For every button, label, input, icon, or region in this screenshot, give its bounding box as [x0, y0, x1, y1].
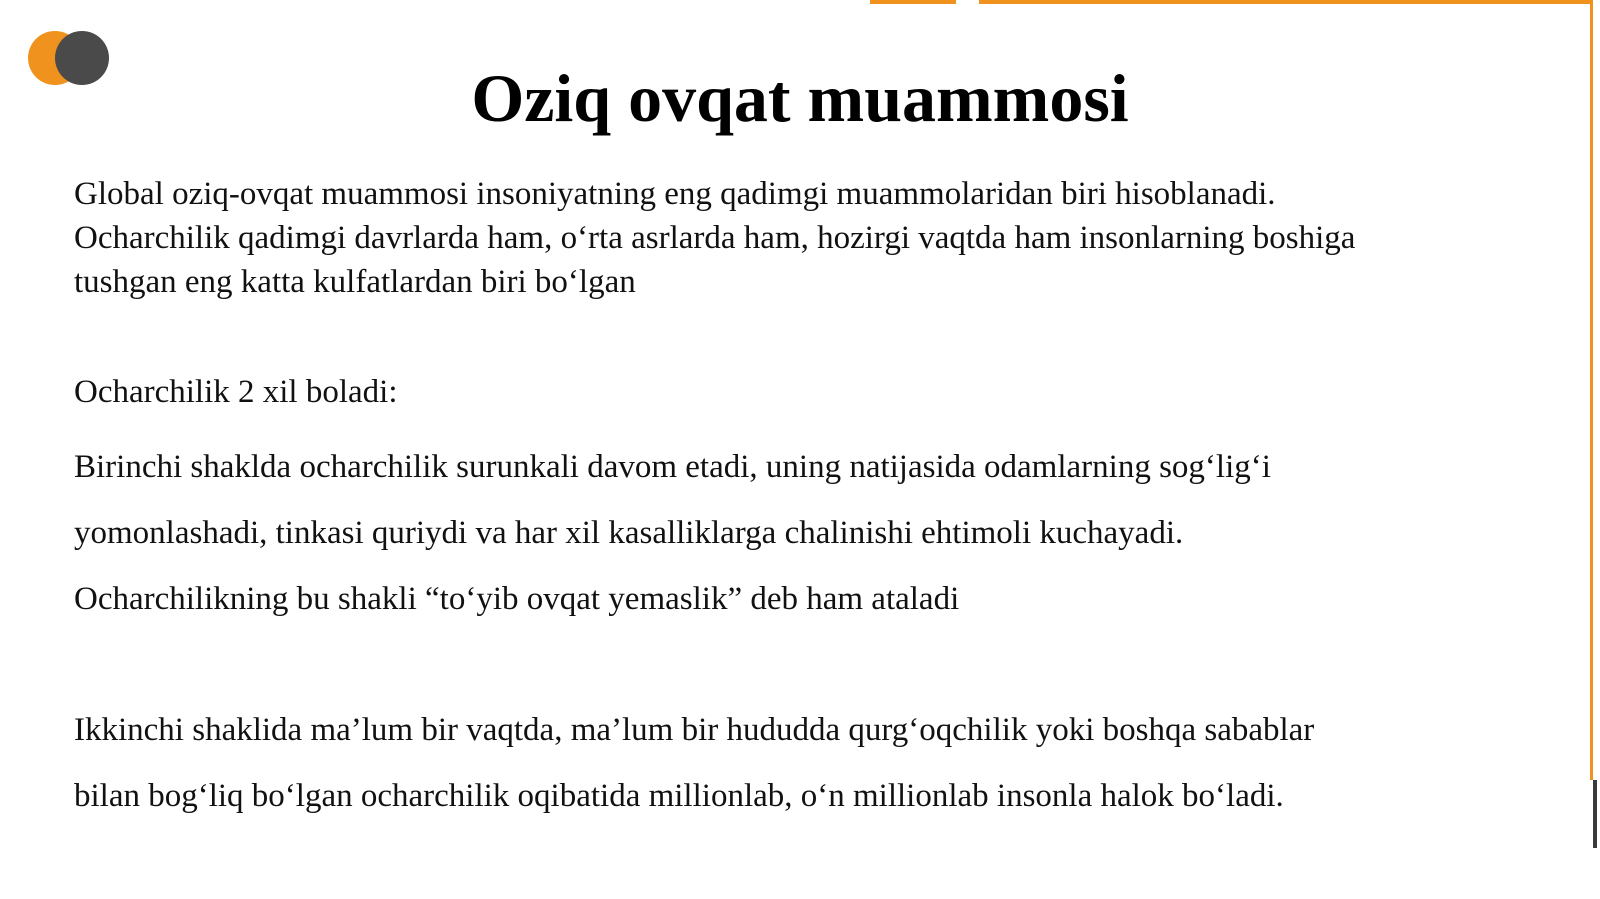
scroll-indicator [1593, 780, 1597, 848]
types-heading: Ocharchilik 2 xil boladi: [74, 374, 398, 410]
text-line: Birinchi shaklda ocharchilik surunkali davom etadi, uning natijasida odamlarning sog‘lig‘i [74, 449, 1271, 485]
text-line: Ikkinchi shaklida ma’lum bir vaqtda, ma’lum bir hududda qurg‘oqchilik yoki boshqa sabablar [74, 712, 1315, 748]
top-accent-bar-long [979, 0, 1593, 4]
text-line: Ocharchilik qadimgi davrlarda ham, o‘rta asrlarda ham, hozirgi vaqtda ham insonlarning boshiga [74, 220, 1356, 256]
top-accent-bar-short [870, 0, 956, 4]
text-line: Ocharchilikning bu shakli “to‘yib ovqat yemaslik” deb ham ataladi [74, 581, 960, 617]
text-line: Global oziq-ovqat muammosi insoniyatning eng qadimgi muammolaridan biri hisoblanadi. [74, 176, 1276, 212]
text-line: tushgan eng katta kulfatlardan biri bo‘lgan [74, 264, 636, 300]
text-line: yomonlashadi, tinkasi quriydi va har xil kasalliklarga chalinishi ehtimoli kuchayadi. [74, 515, 1184, 551]
second-type-paragraph [74, 697, 1574, 829]
text-line: bilan bog‘liq bo‘lgan ocharchilik oqibatida millionlab, o‘n millionlab insonla halok bo‘ladi. [74, 778, 1284, 814]
intro-paragraph [74, 172, 1574, 304]
slide-title: Oziq ovqat muammosi [471, 60, 1129, 136]
first-type-paragraph [74, 434, 1574, 632]
